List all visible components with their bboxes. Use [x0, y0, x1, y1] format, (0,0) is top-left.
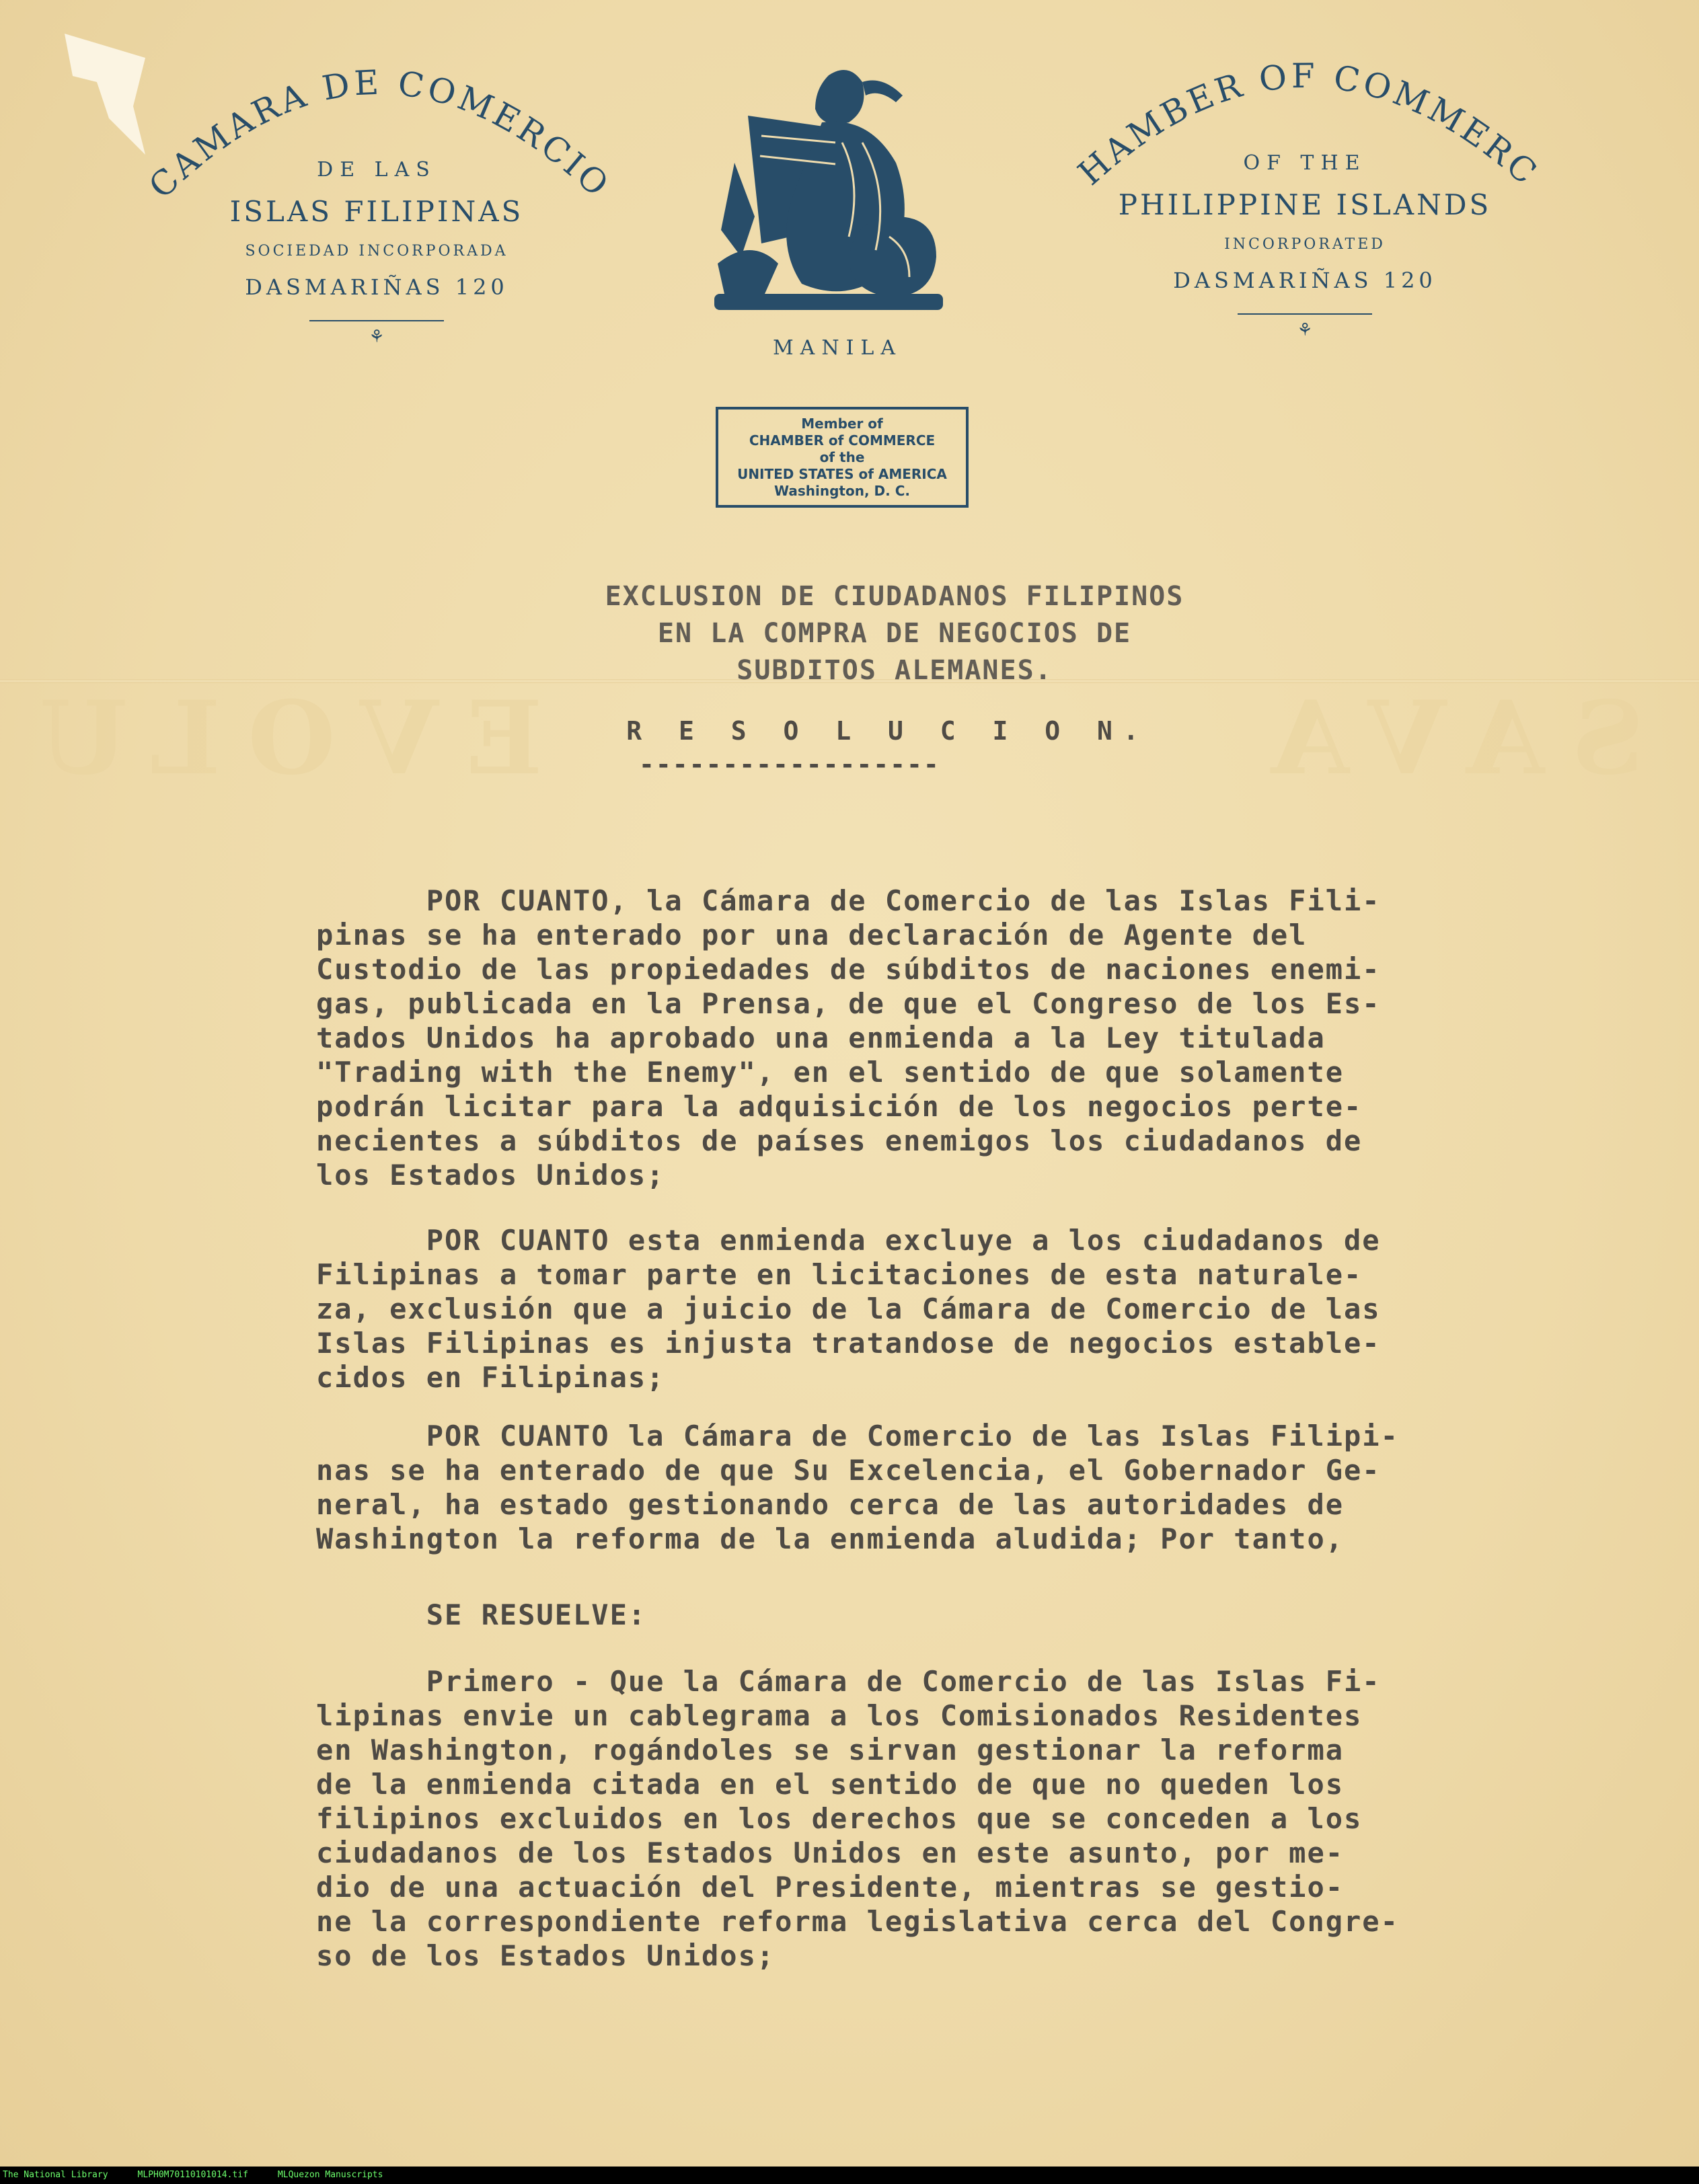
divider	[309, 320, 444, 321]
footer-collection: MLQuezon Manuscripts	[277, 2170, 383, 2180]
heading-underline: ------------------	[639, 750, 940, 779]
divider	[1238, 313, 1372, 315]
paragraph-resolved: SE RESUELVE:	[316, 1598, 647, 1631]
embossed-seal-mark-left: EVOLU	[13, 679, 543, 797]
english-line-of-the: OF THE	[1243, 151, 1367, 175]
paragraph-first-resolution: Primero - Que la Cámara de Comercio de las Islas Fi- lipinas envie un cablegrama a los Comisionados Residentes en Washington, rogándoles se sirvan gestionar la reforma de la enmienda citada en el sentido de que no queden los filipinos excluidos en los derechos que se conceden a los ciudadanos de los Estados Unidos en este asunto, por me- dio de una actuación del Presidente, mientras se gestio- ne la correspondiente reforma legislativa cerca del Congre- so de los Estados Unidos;	[316, 1665, 1399, 1972]
stamp-line: Member of	[801, 415, 883, 432]
footer-library: The National Library	[3, 2170, 108, 2180]
stamp-line: of the	[819, 448, 865, 465]
english-address: DASMARIÑAS 120	[1173, 268, 1437, 293]
city-label: MANILA	[772, 336, 903, 360]
english-incorporated: INCORPORATED	[1224, 236, 1386, 253]
spanish-islands-name: ISLAS FILIPINAS	[229, 195, 524, 228]
embossed-seal-mark-right: SAVA	[1244, 679, 1645, 797]
document-title: EXCLUSION DE CIUDADANOS FILIPINOS EN LA COMPRA DE NEGOCIOS DE SUBDITOS ALEMANES.	[605, 581, 1184, 686]
spanish-letterhead	[175, 158, 578, 346]
paragraph-whereas-1: POR CUANTO, la Cámara de Comercio de las Islas Fili- pinas se ha enterado por una declaración de Agente del Custodio de las propiedades de súbditos de naciones enemi- gas, publicada en la Prensa, de que el Congreso de los Es- tados Unidos ha aprobado una enmienda a la Ley titulada "Trading with the Enemy", en el sentido de que solamente podrán licitar para la adquisición de los negocios perte- necientes a súbditos de países enemigos los ciudadanos de los Estados Unidos;	[316, 884, 1381, 1192]
footer-filename: MLPH0M70110101014.tif	[137, 2170, 248, 2180]
torn-corner	[65, 34, 145, 155]
stamp-line: Washington, D. C.	[774, 482, 910, 499]
english-letterhead	[1056, 151, 1554, 339]
allegorical-figure-emblem	[708, 62, 956, 317]
spanish-chamber-name: CAMARA DE COMERCIO	[141, 63, 619, 206]
ornament-icon: ⚘	[369, 327, 385, 347]
paragraph-whereas-3: POR CUANTO la Cámara de Comercio de las Islas Filipi- nas se ha enterado de que Su Excelencia, el Gobernador Ge- neral, ha estado gestionando cerca de las autoridades de Washington la reforma de la enmienda aludida; Por tanto,	[316, 1419, 1399, 1555]
membership-stamp	[716, 407, 969, 508]
ornament-icon: ⚘	[1297, 320, 1313, 340]
english-islands-name: PHILIPPINE ISLANDS	[1118, 188, 1492, 221]
spanish-address: DASMARIÑAS 120	[245, 274, 508, 300]
scan-footer-bar	[0, 2167, 1699, 2184]
english-chamber-name: CHAMBER OF COMMERCE	[1041, 9, 1546, 194]
spanish-incorporated: SOCIEDAD INCORPORADA	[245, 243, 508, 260]
paragraph-whereas-2: POR CUANTO esta enmienda excluye a los ciudadanos de Filipinas a tomar parte en licitaciones de esta naturale- za, exclusión que a juicio de la Cámara de Comercio de las Islas Filipinas es injusta tratandose de negocios estable- cidos en Filipinas;	[316, 1224, 1381, 1394]
stamp-line: UNITED STATES of AMERICA	[737, 465, 947, 482]
stamp-line: CHAMBER of COMMERCE	[749, 432, 936, 448]
resolution-heading: R E S O L U C I O N.	[626, 716, 1149, 746]
spanish-line-de-las: DE LAS	[317, 158, 437, 182]
